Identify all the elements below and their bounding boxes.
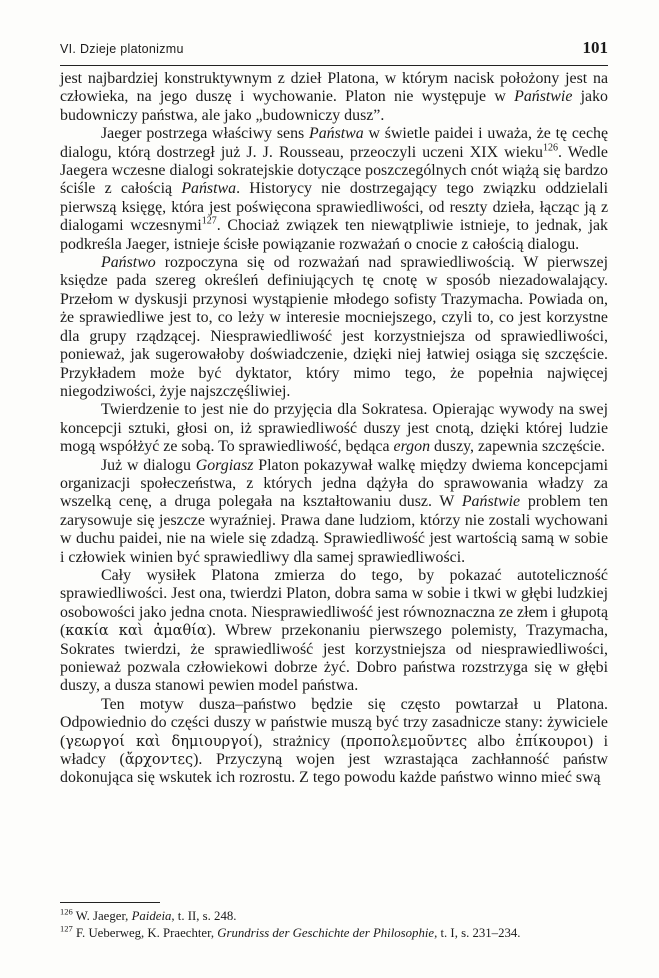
greek-term: ἐπίκουροι <box>515 733 588 750</box>
header-rule <box>60 65 608 66</box>
paragraph-1: jest najbardziej konstruktywnym z dzieł Platona, w którym nacisk położony jest na człowieka, na jego duszę i wychowanie. Platon nie występuje w Państwie jako budowniczy państwa, ale jako „budowniczy dusz”. <box>60 70 608 124</box>
paragraph-4: Twierdzenie to jest nie do przyjęcia dla Sokratesa. Opierając wywody na swej koncepcji sztuki, głosi on, iż sprawiedliwość duszy jest cnotą, dzięki której ludzie mogą współżyć ze sobą. To sprawiedliwość, będąca ergon duszy, zapewnia szczęście. <box>60 401 608 456</box>
greek-term: γεωργοί καὶ δημιουργοί <box>65 733 254 750</box>
paragraph-2: Jaeger postrzega właściwy sens Państwa w świetle paidei i uważa, że tę cechę dialogu, którą dostrzegł już J. J. Rousseau, przeoczyli uczeni XIX wieku$^{126}$. Wedle Jaegera wczesne dialogi sokratejskie dotyczące poszczególnych cnót wiążą się bardzo ściśle z całością Państwa. Historycy nie dostrzegający tego związku oddzielali pierwszą księgę, która jest poświęcona sprawiedliwości, od reszty dzieła, łącząc ją z dialogami wczesnymi$^{127}$. Chociaż związek ten niewątpliwie istnieje, to jednak, jak podkreśla Jaeger, istnieje ścisłe powiązanie rozważań o cnocie z całością dialogu. <box>60 125 608 253</box>
greek-term: κακία καὶ ἀμαθία <box>65 623 207 640</box>
paragraph-7: Ten motyw dusza–państwo będzie się często powtarzał u Platona. Odpowiednio do części duszy w państwie muszą być trzy zasadnicze stany: żywiciele (γεωργοί καὶ δημιουργοί), strażnicy (προπολεμοῦντες albo ἐπίκουροι) i władcy (ἄρχοντες). Przyczyną wojen jest wzrastająca zachłanność państw dokonująca się wskutek ich rozrostu. Z tego powodu każde państwo winno mieć swą <box>60 695 608 787</box>
paragraph-6: Cały wysiłek Platona zmierza do tego, by pokazać autoteliczność sprawiedliwości. Jest ona, twierdzi Platon, dobra sama w sobie i tkwi w głębi ludzkiej osobowości jako jedna cnota. Niesprawiedliwość jest równoznaczna ze złem i głupotą (κακία καὶ ἀμαθία). Wbrew przekonaniu pierwszego polemisty, Trazymacha, Sokrates twierdzi, że sprawiedliwość jest korzystniejsza od niesprawiedliwości, ponieważ pozwala człowiekowi dobrze żyć. Dobro państwa rozstrzyga się w głębi duszy, a dusza stanowi pewien model państwa. <box>60 566 608 695</box>
footnote-ref-127[interactable]: 127 <box>201 215 217 227</box>
body-text <box>60 70 608 788</box>
paragraph-5: Już w dialogu Gorgiasz Platon pokazywał walkę między dwiema koncepcjami organizacji społeczeństwa, z których jedna dążyła do sprawowania władzy za wszelką cenę, a druga polegała na kształtowaniu dusz. W Państwie problem ten zarysowuje się jeszcze wyraźniej. Prawa dane ludziom, którzy nie zostali wychowani w duchu paidei, nie na wiele się zdadzą. Sprawiedliwość jest wartością samą w sobie i człowiek winien być sprawiedliwy dla samej sprawiedliwości. <box>60 456 608 566</box>
greek-term: προπολεμοῦντες <box>345 733 468 750</box>
footnote-126: $^{126}$ W. Jaeger, Paideia, t. II, s. 248. <box>60 906 237 923</box>
paragraph-3: Państwo rozpoczyna się od rozważań nad sprawiedliwością. W pierwszej księdze pada szereg określeń definiujących tę cnotę w sposób niezadowalający. Przełom w dyskusji przynosi wystąpienie młodego sofisty Trazymacha. Powiada on, że sprawiedliwe jest to, co leży w interesie mocniejszego, czyli to, co jest korzystne dla grupy rządzącej. Niesprawiedliwość jest korzystniejsza od sprawiedliwości, ponieważ, jak sugerowałoby doświadczenie, dzięki niej łatwiej osiąga się szczęście. Przykładem może być dyktator, który mimo tego, że popełnia najwięcej niegodziwości, żyje najszczęśliwiej. <box>60 254 608 400</box>
chapter-title: VI. Dzieje platonizmu <box>60 42 184 56</box>
greek-term: ἄρχοντες <box>124 752 194 769</box>
running-header <box>60 38 608 60</box>
footnote-ref-126[interactable]: 126 <box>543 142 558 154</box>
page-number: 101 <box>582 38 608 57</box>
footnote-rule <box>60 902 160 903</box>
footnotes <box>60 908 608 942</box>
footnote-127: $^{127}$ F. Ueberweg, K. Praechter, Grundriss der Geschichte der Philosophie, t. I, s. 231–234. <box>60 923 521 940</box>
